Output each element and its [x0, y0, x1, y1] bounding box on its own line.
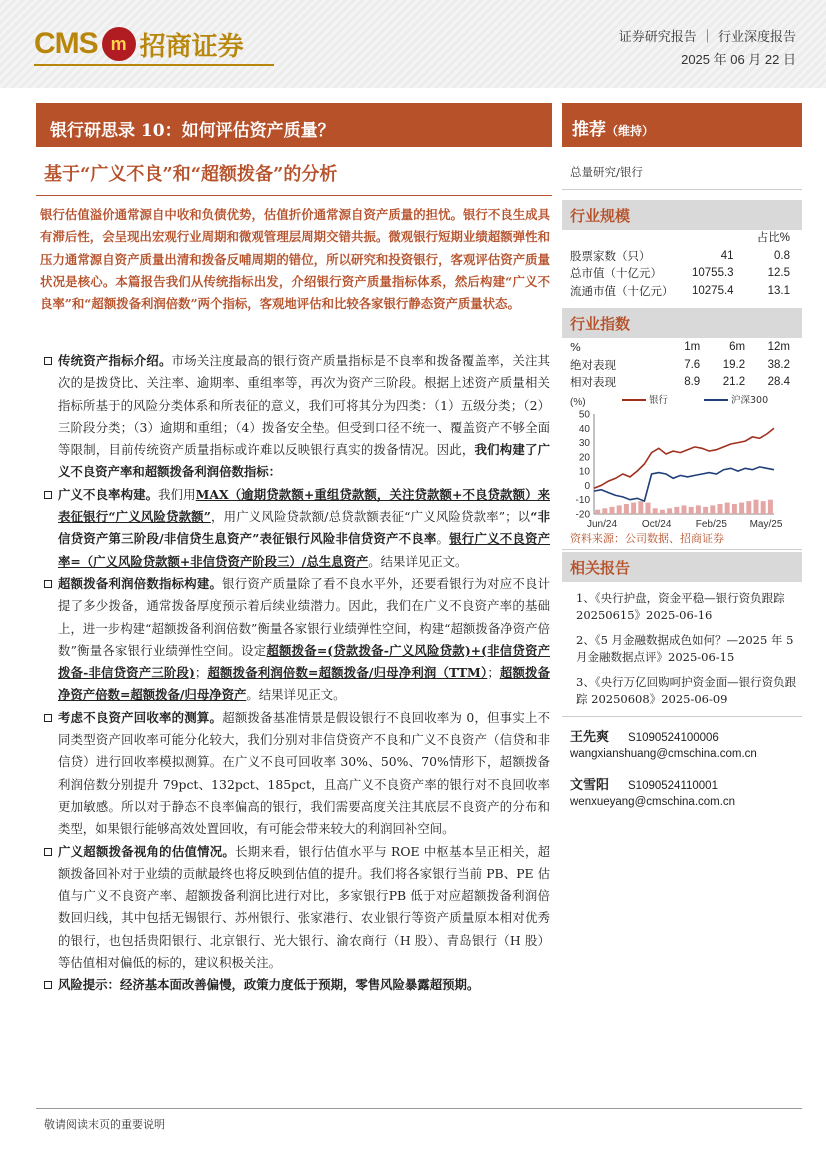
chart-source: 资料来源：公司数据、招商证券 — [570, 532, 724, 545]
bullet-heading: 超额拨备利润倍数指标构建。 — [58, 575, 223, 591]
bullet-traditional-indicators — [44, 350, 550, 484]
rating-bar — [562, 103, 802, 147]
rating-label: 推荐 — [572, 120, 606, 140]
analyst-email[interactable]: wenxueyang@cmschina.com.cn — [570, 796, 736, 809]
analyst-block — [570, 778, 802, 811]
bullet-text: 我们用 — [158, 486, 196, 502]
checkbox-icon — [44, 981, 52, 989]
chart-bar — [746, 501, 751, 514]
bullet-text: 长期来看，银行估值水平与 ROE 中枢基本呈正相关，超额拨备回补对于业绩的贡献最终也将反映到估值的提升。我们将各家银行当前 PB、PE 估值与广义不良资产率、超额拨备利润比进行对比，多家银行PB 低于对应超额拨备利润倍数回归线，其中包括无锡银行、苏州银行、张家港行、农业银行等资产质量原本相对优秀的银行，也包括贵阳银行、北京银行、光大银行、渝农商行（H 股）、青岛银行（H 股）等估值相对偏低的标的，建议积极关注。 — [58, 843, 550, 971]
coverage-label: 总量研究/银行 — [570, 165, 643, 179]
chart-line-csi300 — [594, 467, 774, 501]
y-tick-label: 50 — [578, 409, 590, 421]
abstract: 银行估值溢价通常源自中收和负债优势，估值折价通常源自资产质量的担忧。银行不良生成具有滞后性，会呈现出宏观行业周期和微观管理层周期交错共振。微观银行短期业绩超额弹性和压力通常源自资产质量出清和拨备反哺周期的错位，所以研究和投资银行，客观评估资产质量状况是核心。本篇报告我们从传统指标出发，介绍银行资产质量指标体系，然后构建“广义不良率”和“超额拨备利润倍数”两个指标，客观地评估和比较各家银行静态资产质量状态。 — [40, 207, 550, 312]
checkbox-icon — [44, 848, 52, 856]
y-tick-label: 10 — [578, 466, 590, 478]
industry-index-table — [570, 339, 790, 392]
chart-bar — [624, 504, 629, 514]
logo-cms-text: CMS — [34, 27, 98, 60]
table-cell: 12.5 — [767, 267, 790, 280]
chart-bar — [689, 507, 694, 514]
bullet-valuation — [44, 841, 550, 975]
chart-bar — [674, 507, 679, 514]
table-cell: 绝对表现 — [570, 357, 616, 372]
bullet-text: 。结果详见正文。 — [246, 687, 346, 703]
bullet-heading: 风险提示：经济基本面改善偏慢，政策力度低于预期，零售风险暴露超预期。 — [58, 977, 480, 993]
bullet-text: 。 — [436, 531, 450, 547]
logo-badge-icon: m — [102, 27, 136, 61]
checkbox-icon — [44, 714, 52, 722]
x-tick-label: Feb/25 — [695, 519, 727, 530]
table-cell: 0.8 — [773, 249, 790, 262]
checkbox-icon — [44, 580, 52, 588]
bullet-underline-text: MAX（逾期贷款额+重组贷款额，关注贷款额+不良贷款额）来表征银行“广义风险贷款额” — [58, 486, 550, 525]
y-tick-label: -10 — [575, 495, 590, 507]
checkbox-icon — [44, 491, 52, 499]
report-date: 2025 年 06 月 22 日 — [681, 52, 796, 67]
bullet-text-bold: 我们构建了广义不良资产率和超额拨备利润倍数指标： — [58, 442, 551, 480]
bullet-risk-warning — [44, 974, 550, 996]
related-reports-list — [576, 590, 798, 716]
analyst-block — [570, 730, 802, 763]
x-tick-label: Oct/24 — [641, 519, 672, 530]
chart-bar — [631, 503, 636, 514]
industry-scale-table — [570, 230, 790, 300]
table-cell: 总市值（十亿元） — [570, 266, 662, 281]
divider — [562, 549, 802, 550]
chart-bar — [653, 508, 658, 514]
table-cell: 8.9 — [684, 376, 701, 389]
chart-bar — [638, 501, 643, 514]
chart-bar — [718, 504, 723, 514]
chart-bar — [667, 508, 672, 514]
chart-bar — [696, 505, 701, 514]
bullet-heading: 广义超额拨备视角的估值情况。 — [58, 843, 236, 859]
table-cell: 6m — [729, 341, 746, 353]
legend-label: 银行 — [649, 395, 669, 406]
chart-bar — [660, 510, 665, 514]
bullet-underline-text: 银行广义不良资产率=（广义风险贷款额+非信贷资产阶段三）/总生息资产 — [58, 531, 551, 569]
table-row — [570, 283, 790, 301]
chart-bar — [710, 505, 715, 514]
logo-underline — [34, 64, 274, 66]
table-cell: % — [570, 340, 581, 354]
footer-divider — [36, 1108, 802, 1109]
chart-bar — [725, 503, 730, 514]
bullet-text-bold: “非信贷资产第三阶段/非信贷生息资产”表征银行风险非信贷资产不良率 — [58, 509, 550, 547]
table-cell: 13.1 — [767, 284, 790, 297]
chart-bar — [732, 504, 737, 514]
bullet-heading: 广义不良率构建。 — [58, 486, 159, 502]
y-tick-label: 0 — [584, 480, 590, 492]
y-tick-label: 20 — [578, 452, 590, 464]
chart-bar — [682, 505, 687, 514]
y-tick-label: -20 — [575, 509, 590, 521]
divider — [562, 716, 802, 717]
bullet-underline-text: 超额拨备利润倍数=超额拨备/归母净利润（TTM） — [207, 665, 488, 681]
table-header-row — [570, 230, 790, 248]
x-tick-label: Jun/24 — [586, 519, 618, 530]
analyst-id: S1090524100006 — [628, 732, 719, 744]
bullet-text: 超额拨备基准情景是假设银行不良回收率为 0，但事实上不同类型资产回收率可能分化较大，我们分别对非信贷资产不良和广义不良资产（信贷和非信贷）进行回收率模拟测算。在广义不良可回收率 30%、50%、70%情形下，超额拨备利润倍数分别提升 79pct、132pct、185pct，且高广义不良资产率的银行对不良回收率更加敏感。所以对于静态不良率偏高的银行，我们需要高度关注其底层不良资产的分布和类型，如果银行能够高效处置回收，有可能会带来较大的利润回补空间。 — [58, 709, 550, 837]
table-cell — [677, 230, 733, 248]
report-type: 证券研究报告 ｜ 行业深度报告 — [618, 30, 796, 45]
rating-sub: （维持） — [606, 124, 655, 138]
analyst-email[interactable]: wangxianshuang@cmschina.com.cn — [570, 748, 757, 761]
performance-chart — [564, 392, 804, 532]
table-row — [570, 248, 790, 266]
bullet-heading: 考虑不良资产回收率的测算。 — [58, 709, 223, 725]
table-cell: 10755.3 — [692, 267, 734, 280]
bullet-text: ，用广义风险贷款额/总贷款额表征“广义风险贷款率”；以 — [210, 509, 531, 525]
table-cell: 1m — [684, 341, 701, 353]
chart-bar — [768, 500, 773, 514]
chart-bar — [610, 507, 615, 514]
bullet-text: ； — [487, 665, 500, 681]
y-axis-label: (%) — [570, 397, 586, 408]
related-report-item[interactable]: 1、《央行护盘，资金平稳—银行资负跟踪 20250615》2025-06-16 — [576, 591, 785, 622]
y-tick-label: 30 — [578, 438, 590, 450]
chart-bar — [602, 508, 607, 514]
table-cell: 12m — [767, 341, 790, 353]
table-cell: 19.2 — [722, 358, 746, 371]
industry-scale-header: 行业规模 — [562, 200, 802, 230]
page-header — [0, 0, 826, 88]
chart-bar — [617, 505, 622, 514]
analyst-name: 王先爽 — [570, 730, 610, 745]
bullet-text: 银行资产质量除了看不良水平外，还要看银行为对应不良计提了多少拨备，通常拨备厚度预示着后续业绩潜力。因此，我们在广义不良资产率的基础上，进一步构建“超额拨备利润倍数”衡量各家银行业绩弹性空间，构建“超额拨备净资产倍数”衡量各家银行业绩弹性空间。设定 — [58, 575, 551, 658]
subtitle-divider — [36, 195, 552, 196]
table-row — [570, 357, 790, 375]
table-cell: 10275.4 — [692, 284, 734, 297]
y-tick-label: 40 — [578, 423, 590, 435]
logo-chinese-text: 招商证券 — [139, 31, 244, 62]
divider — [562, 189, 802, 190]
chart-bar — [646, 503, 651, 514]
bullet-broad-npl — [44, 484, 550, 573]
bullet-heading: 传统资产指标介绍。 — [58, 353, 172, 368]
related-report-item[interactable]: 3、《央行万亿回购呵护资金面—银行资负跟踪 20250608》2025-06-09 — [576, 675, 797, 706]
table-cell: 41 — [720, 249, 734, 262]
bullet-underline-text: 超额拨备=(贷款拨备-广义风险贷款)+(非信贷资产拨备-非信贷资产三阶段) — [58, 642, 550, 681]
chart-bar — [754, 500, 759, 514]
table-row — [570, 374, 790, 392]
table-row — [570, 265, 790, 283]
checkbox-icon — [44, 357, 52, 365]
analyst-name: 文雪阳 — [570, 778, 610, 793]
table-cell: 相对表现 — [570, 375, 616, 390]
table-cell: 21.2 — [722, 376, 746, 389]
industry-index-header: 行业指数 — [562, 308, 802, 338]
bullet-text: ； — [194, 665, 208, 681]
bullet-excess-provision — [44, 573, 550, 707]
table-cell: 7.6 — [684, 358, 701, 371]
related-report-item[interactable]: 2、《5 月金融数据成色如何？—2025 年 5 月金融数据点评》2025-06-15 — [576, 633, 794, 664]
bullet-underline-text: 超额拨备净资产倍数=超额拨备/归母净资产 — [58, 665, 550, 703]
chart-line-bank — [594, 428, 774, 488]
footer-note: 敬请阅读末页的重要说明 — [44, 1118, 165, 1131]
analyst-id: S1090524110001 — [628, 780, 718, 792]
table-cell: 流通市值（十亿元） — [570, 283, 674, 298]
table-cell — [570, 230, 677, 248]
bullet-text: 。结果详见正文。 — [368, 553, 468, 569]
chart-bar — [739, 503, 744, 514]
table-cell: 28.4 — [767, 376, 790, 389]
table-cell: 股票家数（只） — [570, 248, 651, 263]
bullet-recovery-rate — [44, 707, 550, 841]
chart-bar — [595, 510, 600, 514]
chart-bar — [703, 507, 708, 514]
report-title: 银行研思录 10：如何评估资产质量？ — [36, 103, 552, 147]
table-cell: 38.2 — [767, 358, 790, 371]
related-reports-header: 相关报告 — [562, 552, 802, 582]
chart-bar — [761, 501, 766, 514]
report-subtitle: 基于“广义不良”和“超额拨备”的分析 — [44, 164, 338, 185]
table-cell: 占比% — [756, 232, 790, 244]
legend-label: 沪深300 — [731, 395, 769, 406]
table-header-row — [570, 339, 790, 357]
company-logo — [34, 24, 244, 64]
bullet-text: 市场关注度最高的银行资产质量指标是不良率和拨备覆盖率，关注其次的是拨贷比、关注率、逾期率、重组率等，再次为资产三阶段。根据上述资产质量相关指标所基于的风险分类体系和所表征的意义，我们可将其分为四类：（1）五级分类；（2）三阶段分类；（3）逾期和重组；（4）拨备安全垫。但受到口径不统一、覆盖资产不够全面等限制，目前传统资产质量指标或许难以反映银行真实的拨备情况。因此， — [58, 353, 551, 458]
key-points — [44, 350, 550, 997]
x-tick-label: May/25 — [749, 519, 783, 530]
